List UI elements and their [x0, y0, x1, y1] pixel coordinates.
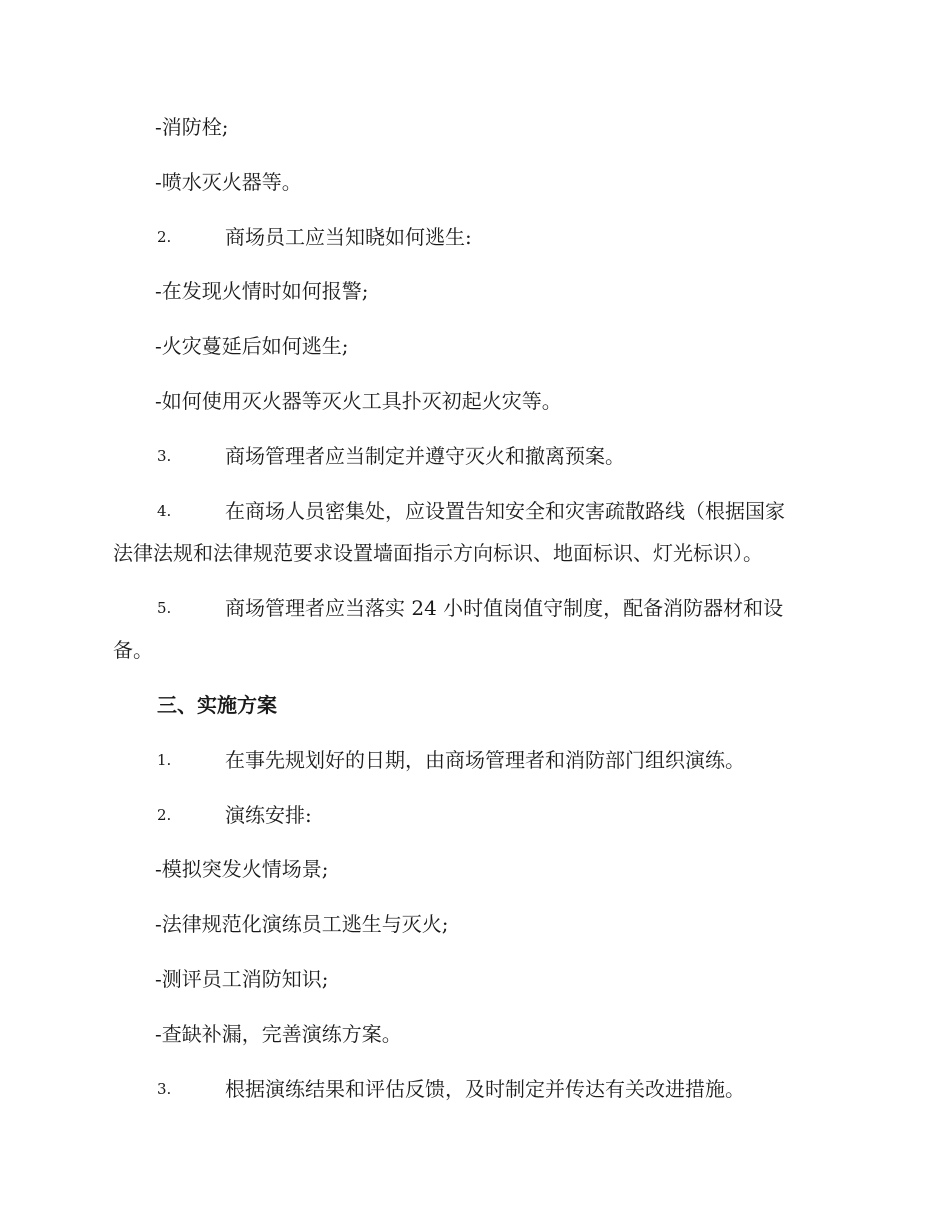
item-text: 在事先规划好的日期，由商场管理者和消防部门组织演练。	[225, 748, 745, 772]
list-item: -模拟突发火情场景;	[155, 857, 329, 881]
item-number: 4.	[157, 502, 172, 520]
item-text: 商场管理者应当落实 24 小时值岗值守制度，配备消防器材和设	[225, 596, 784, 620]
list-item: -法律规范化演练员工逃生与灭火;	[155, 912, 449, 936]
item-number: 3.	[157, 447, 172, 465]
list-item: -在发现火情时如何报警;	[155, 279, 369, 303]
item-number: 1.	[157, 751, 172, 769]
item-number: 2.	[157, 806, 172, 824]
item-text: 演练安排:	[225, 803, 312, 827]
item-text: 在商场人员密集处，应设置告知安全和灾害疏散路线（根据国家	[225, 499, 785, 523]
item-text-continuation: 法律法规和法律规范要求设置墙面指示方向标识、地面标识、灯光标识）。	[113, 541, 763, 565]
list-item: -喷水灭火器等。	[155, 170, 302, 194]
list-item: -测评员工消防知识;	[155, 967, 329, 991]
item-text-continuation: 备。	[113, 638, 153, 662]
item-number: 5.	[157, 599, 172, 617]
item-text: 商场管理者应当制定并遵守灭火和撤离预案。	[225, 444, 625, 468]
section-heading: 三、实施方案	[157, 693, 277, 717]
list-item: -火灾蔓延后如何逃生;	[155, 334, 349, 358]
item-text: 商场员工应当知晓如何逃生:	[225, 225, 472, 249]
list-item: -消防栓;	[155, 115, 229, 139]
list-item: -如何使用灭火器等灭火工具扑灭初起火灾等。	[155, 389, 562, 413]
item-text: 根据演练结果和评估反馈，及时制定并传达有关改进措施。	[225, 1077, 745, 1101]
list-item: -查缺补漏，完善演练方案。	[155, 1022, 402, 1046]
item-number: 2.	[157, 228, 172, 246]
item-number: 3.	[157, 1080, 172, 1098]
